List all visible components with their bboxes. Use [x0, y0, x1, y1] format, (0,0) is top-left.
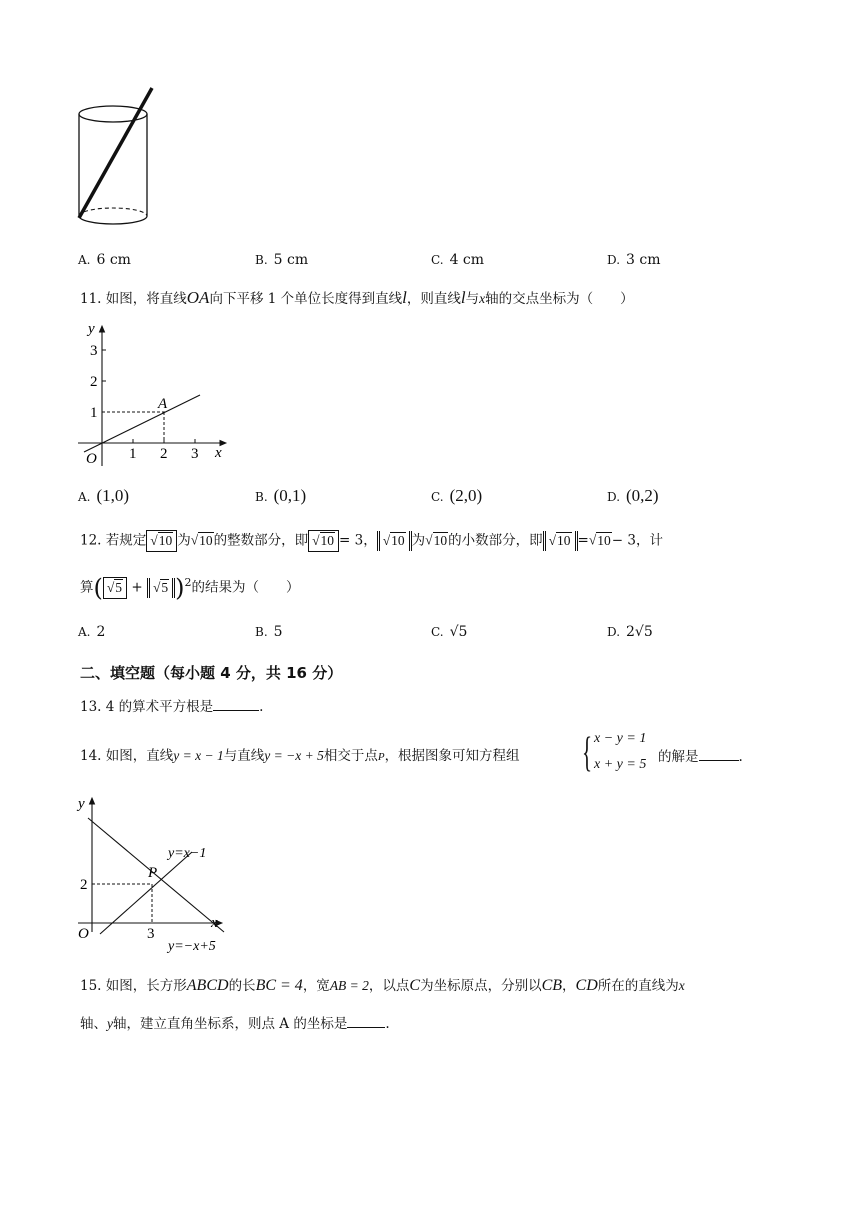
q11-option-d[interactable]: D. (0,2): [607, 486, 659, 505]
q11-y-axis-label: y: [88, 321, 95, 337]
q11-ytick-1: 1: [90, 405, 98, 421]
q11-origin-label: O: [86, 451, 97, 466]
q15-answer-blank[interactable]: [347, 1013, 385, 1028]
q14-stem-tail: 的解是 .: [658, 746, 743, 767]
q12-stem-line1: 12. 若规定 √10 为√10的整数部分，即 √10 = 3， √10 为√10的小数部分，即 √10 =√10− 3，计: [80, 530, 663, 552]
q10-option-b[interactable]: B. 5 cm: [255, 252, 309, 268]
q13-answer-blank[interactable]: [213, 696, 259, 711]
q11-point-a-label: A: [158, 396, 168, 412]
cylinder-figure: [70, 84, 170, 232]
q13-stem: 13. 4 的算术平方根是 .: [80, 696, 263, 717]
q14-xtick-3: 3: [147, 926, 155, 942]
q15-stem-line1: 15. 如图，长方形ABCD的长BC = 4，宽AB = 2，以点C为坐标原点，分别以CB，CD所在的直线为x: [80, 977, 685, 994]
q14-point-p-label: P: [148, 865, 158, 881]
q14-ytick-2: 2: [80, 877, 88, 893]
q11-ytick-2: 2: [90, 374, 98, 390]
q11-ytick-3: 3: [90, 343, 98, 359]
q10-option-d[interactable]: D. 3 cm: [607, 252, 661, 268]
q14-origin-label: O: [78, 926, 89, 942]
q14-line1-label: y=x−1: [168, 846, 207, 861]
q14-x-axis-label: x: [211, 915, 218, 931]
q11-option-c[interactable]: C. (2,0): [431, 486, 483, 505]
q10-option-c-value: 4 cm: [449, 252, 485, 268]
q11-stem: 11. 如图，将直线OA向下平移 1 个单位长度得到直线l，则直线l与x轴的交点坐标为（ ）: [80, 288, 634, 307]
q12-option-a[interactable]: A. 2: [78, 624, 106, 640]
q11-option-a[interactable]: A. (1,0): [78, 486, 130, 505]
q11-x-axis-label: x: [215, 445, 222, 461]
q10-option-c[interactable]: C. 4 cm: [431, 252, 485, 268]
q11-xtick-3: 3: [191, 446, 199, 462]
q11-xtick-2: 2: [160, 446, 168, 462]
section-fill-in-blank-heading: 二、填空题（每小题 4 分，共 16 分）: [80, 664, 343, 682]
q14-graph: [74, 792, 234, 960]
q14-y-axis-label: y: [78, 796, 85, 812]
q14-stem: 14. 如图，直线y = x − 1与直线y = −x + 5相交于点P，根据图象可知方程组: [80, 748, 520, 764]
q14-line2-label: y=−x+5: [168, 939, 216, 954]
q10-option-a-value: 6 cm: [96, 252, 131, 268]
q10-option-a[interactable]: A. 6 cm: [78, 252, 131, 268]
q11-option-b[interactable]: B. (0,1): [255, 486, 307, 505]
q15-stem-line2: 轴、y轴，建立直角坐标系，则点 A 的坐标是 .: [80, 1013, 390, 1034]
q11-graph: [74, 316, 234, 466]
q12-option-c[interactable]: C. √5: [431, 624, 468, 640]
q12-option-d[interactable]: D. 2√5: [607, 624, 653, 640]
q10-option-b-value: 5 cm: [273, 252, 309, 268]
q14-answer-blank[interactable]: [699, 746, 739, 761]
q12-option-b[interactable]: B. 5: [255, 624, 283, 640]
q10-option-d-value: 3 cm: [626, 252, 661, 268]
q12-stem-line2: 算( √5 + √5 )$^2$的结果为（ ）: [80, 574, 300, 602]
q11-xtick-1: 1: [129, 446, 137, 462]
